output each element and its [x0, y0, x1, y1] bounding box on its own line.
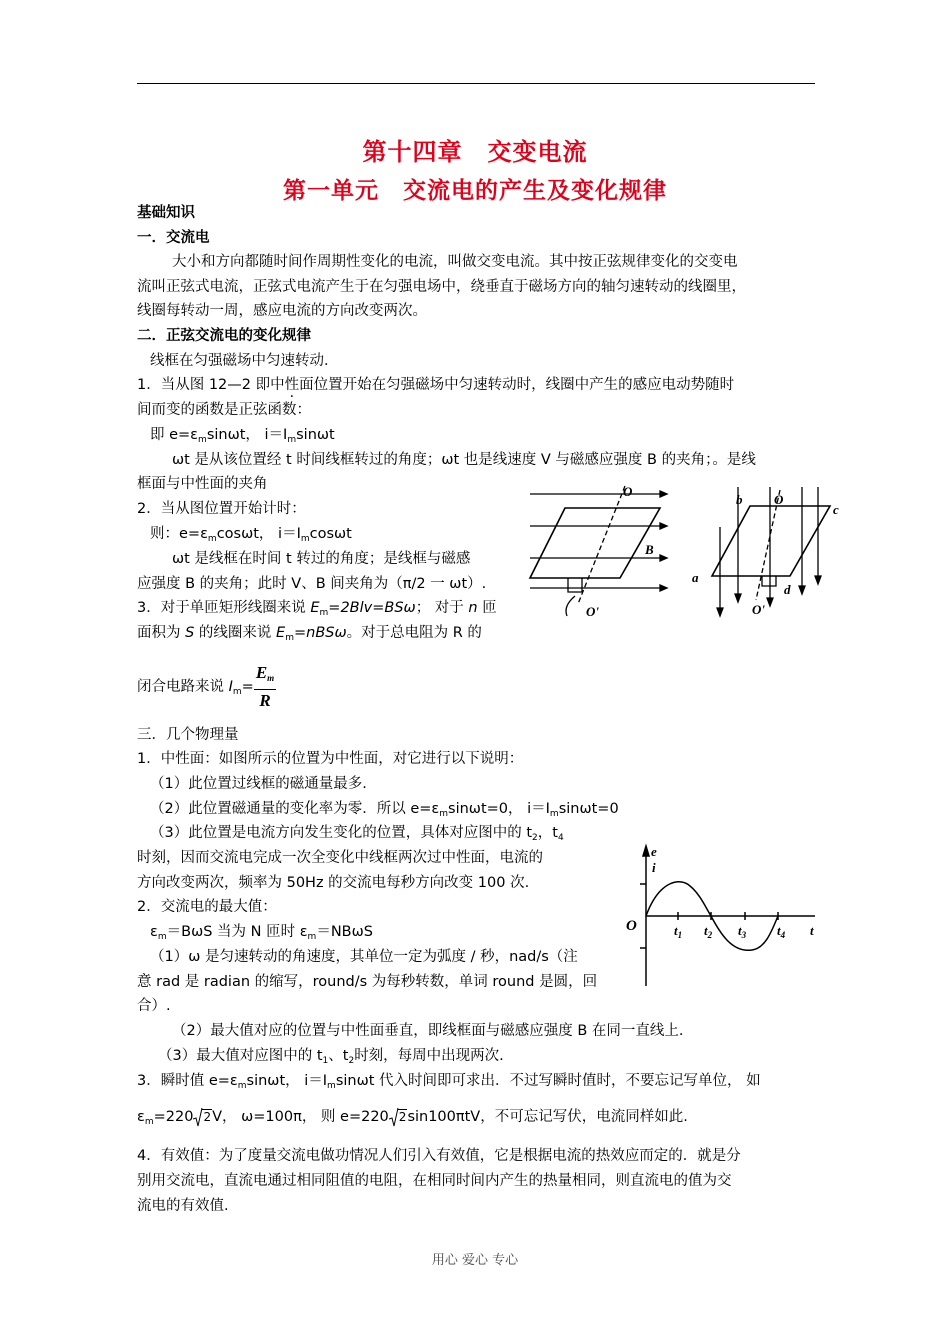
s2-item3-line3: 闭合电路来说 $I_m=$ $\frac{E_m}{R}$	[137, 663, 275, 710]
s3-item2-2: （2）最大值对应的位置与中性面垂直，即线框面与磁感应强度 B 在同一直线上.	[172, 1023, 684, 1039]
fig2-label-c: c	[833, 502, 839, 517]
fig2-label-O: O	[774, 492, 784, 507]
current-fraction: $\frac{E_m}{R}$	[255, 663, 275, 710]
fig3-label-t3: $t_3$	[738, 923, 747, 940]
s3-item3-line2: $\varepsilon_m=220$ 2V， ω=100π， 则 e=220 2sin100πtV，不可忘记写伏，电流同样如此.	[137, 1109, 688, 1127]
s3-item1-3-line3: 方向改变两次，频率为 50Hz 的交流电每秒方向改变 100 次.	[137, 875, 530, 891]
s3-item1: 1．中性面：如图所示的位置为中性面，对它进行以下说明：	[137, 751, 524, 767]
fig2-label-d: d	[784, 582, 791, 597]
figure-coil-field	[520, 482, 670, 622]
s3-item2: 2．交流电的最大值：	[137, 899, 277, 915]
fig2-label-a: a	[692, 570, 699, 585]
s2-item2-line3: ωt 是线框在时间 t 转过的角度；是线框与磁感	[172, 551, 471, 567]
s3-item2-1-line2: 意 rad 是 radian 的缩写，round/s 为每秒转数，单词 round 是圆，回	[137, 974, 598, 990]
s3-item1-3-line2: 时刻，因而交流电完成一次全变化中线框两次过中性面，电流的	[137, 850, 543, 866]
chapter-title: 第十四章 交变电流	[362, 138, 588, 166]
s2-item1-line5: 框面与中性面的夹角	[137, 476, 268, 492]
s1-para-line1: 大小和方向都随时间作周期性变化的电流，叫做交变电流。其中按正弦规律变化的交变电	[172, 254, 738, 270]
fig3-label-t2: $t_2$	[704, 923, 713, 940]
s2-item1-line4: ωt 是从该位置经 t 时间线框转过的角度；ωt 也是线速度 V 与磁感应强度 B 的夹角；。是线	[172, 452, 756, 468]
fig3-label-t1: $t_1$	[674, 923, 683, 940]
fig3-label-i: i	[652, 860, 656, 875]
s3-item1-1: （1）此位置过线框的磁通量最多.	[150, 776, 367, 792]
s2-item2-line4: 应强度 B 的夹角；此时 V、B 间夹角为（π/2 一 ωt）.	[137, 576, 487, 592]
fig2-label-O2: O'	[752, 602, 765, 617]
s2-item2-line1: 2．当从图位置开始计时：	[137, 501, 306, 517]
sqrt-2: 2	[193, 1107, 212, 1127]
s1-para-line3: 线圈每转动一周，感应电流的方向改变两次。	[137, 303, 427, 319]
s3-item4-line3: 流电的有效值.	[137, 1198, 229, 1214]
fig3-label-t: t	[810, 923, 814, 938]
figure-sine-wave	[620, 838, 825, 988]
s3-item1-3-line1: （3）此位置是电流方向发生变化的位置，具体对应图中的 $t_2$，$t_4$	[150, 825, 564, 843]
s3-item3-line1: 3．瞬时值 $e=\varepsilon_m\sin\omega t$， $i=I_m\sin\omega t$ 代入时间即可求出．不过写瞬时值时，不要忘记写单位， 如	[137, 1073, 761, 1091]
s2-item1-line2: 间而变的函数是正弦函数：	[137, 402, 311, 418]
header-rule	[137, 83, 815, 84]
unit-title: 第一单元 交流电的产生及变化规律	[283, 178, 667, 204]
fig1-label-O2: O'	[586, 604, 599, 619]
s3-item2-3: （3）最大值对应图中的 $t_1$、$t_2$时刻，每周中出现两次.	[158, 1048, 504, 1066]
fig3-label-e: e	[651, 844, 657, 859]
fig1-label-O: O	[623, 484, 633, 499]
s3-item2-1-line3: 合）.	[137, 998, 171, 1014]
s3-item4-line2: 别用交流电，直流电通过相同阻值的电阻，在相同时间内产生的热量相同，则直流电的值为交	[137, 1173, 732, 1189]
s1-para-line2: 流叫正弦式电流，正弦式电流产生于在匀强电场中，绕垂直于磁场方向的轴匀速转动的线圈里，	[137, 279, 746, 295]
s2-formula-sin: 即 $e=\varepsilon_m\sin\omega t$， $i=I_m\sin\omega t$	[150, 427, 335, 445]
fig1-label-B: B	[645, 542, 654, 557]
section-3-title: 三．几个物理量	[137, 727, 239, 743]
s2-item3-line1: 3．对于单匝矩形线圈来说 $E_m=2Blv=BS\omega$； 对于 n 匝	[137, 600, 497, 618]
s3-item1-2: （2）此位置磁通量的变化率为零．所以 $e=\varepsilon_m\sin\omega t=0$， $i=I_m\sin\omega t=0$	[150, 801, 619, 819]
s2-item3-line2: 面积为 S 的线圈来说 $E_m=nBS\omega$。对于总电阻为 R 的	[137, 625, 482, 643]
s3-item4-line1: 4．有效值：为了度量交流电做功情况人们引入有效值，它是根据电流的热效应而定的．就是分	[137, 1148, 741, 1164]
section-2-title: 二．正弦交流电的变化规律	[137, 328, 311, 344]
fig3-label-t4: $t_4$	[777, 923, 786, 940]
neutral-plane-emphasis: 中性面	[270, 377, 314, 393]
s3-item2-1-line1: （1）ω 是匀速转动的角速度，其单位一定为弧度 / 秒，nad/s（注	[150, 949, 578, 965]
section-basic: 基础知识	[137, 205, 195, 221]
sqrt-2b: 2	[389, 1107, 408, 1127]
s3-max-formula: $\varepsilon_m=B\omega S$ 当为 N 匝时 $\varepsilon_m=NB\omega S$	[150, 924, 373, 942]
fig2-label-b: b	[736, 492, 743, 507]
s2-intro: 线框在匀强磁场中匀速转动．	[150, 353, 339, 369]
s2-item1-line1: 1．当从图 12—2 即中性面位置开始在匀强磁场中匀速转动时，线圈中产生的感应电动势随时	[137, 377, 735, 393]
section-1-title: 一．交流电	[137, 230, 210, 246]
page-footer: 用心 爱心 专心	[431, 1253, 519, 1268]
fig3-label-O: O	[626, 918, 637, 934]
figure-coil-vertical	[690, 482, 850, 622]
s2-formula-cos: 则：$e=\varepsilon_m\cos\omega t$， $i=I_m\cos\omega t$	[150, 526, 352, 544]
